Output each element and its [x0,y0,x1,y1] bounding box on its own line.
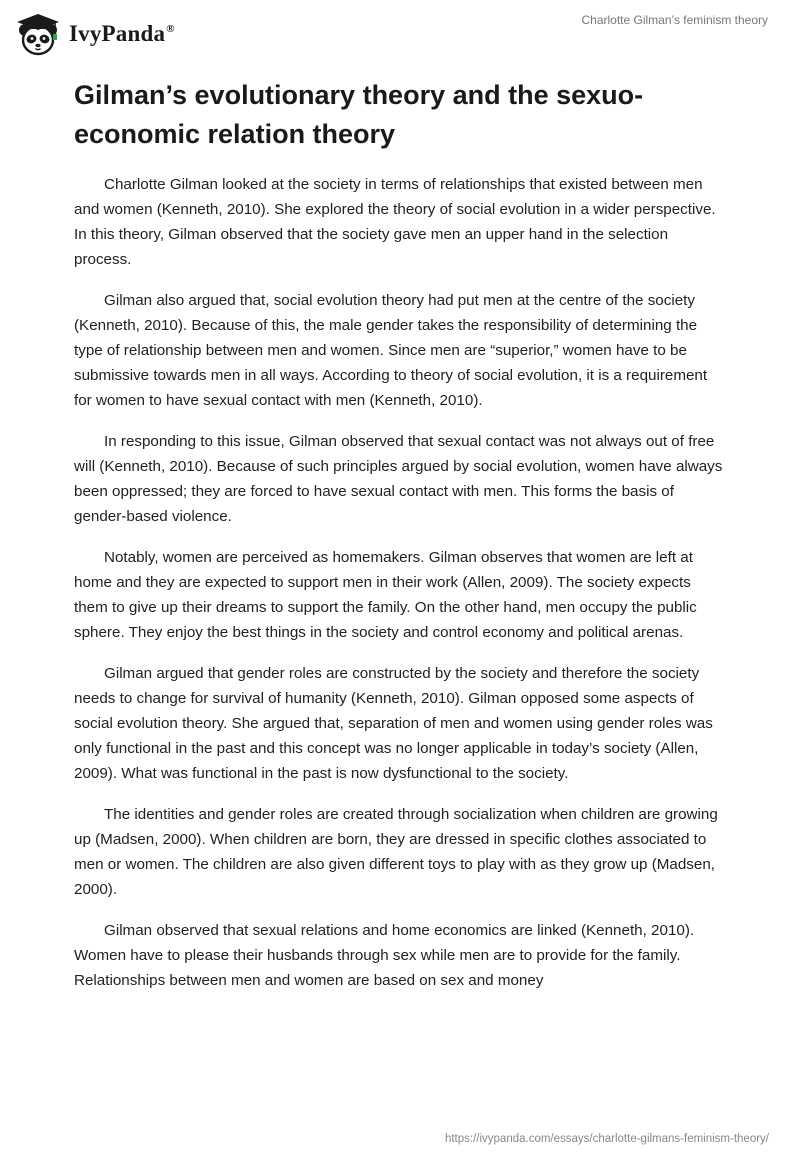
paragraph: Notably, women are perceived as homemakers. Gilman observes that women are left at home and they are expected to support men in their work (Allen, 2009). The society expects them to give up their dreams to support the family. On the other hand, men occupy the public sphere. They enjoy the best things in the society and control economy and political arenas. [74,549,697,641]
paragraph: In responding to this issue, Gilman observed that sexual contact was not always out of free will (Kenneth, 2010). Because of such principles argued by social evolution, women have always been oppressed; they are forced to have sexual contact with men. This forms the basis of gender-based violence. [74,433,723,525]
header-page-label: Charlotte Gilman’s feminism theory [581,13,768,27]
paragraph: The identities and gender roles are created through socialization when children are growing up (Madsen, 2000). When children are born, they are dressed in specific clothes associated to men or women. The children are also given different toys to play with as they grow up (Madsen, 2000). [74,806,718,898]
article-title: Gilman’s evolutionary theory and the sexuo-economic relation theory [74,80,644,149]
paragraph: Charlotte Gilman looked at the society in terms of relationships that existed between men and women (Kenneth, 2010). She explored the theory of social evolution in a wider perspective. In this theory, Gilman observed that the society gave men an upper hand in the selection process. [74,176,716,268]
logo[interactable] [13,11,175,57]
paragraph: Gilman observed that sexual relations and home economics are linked (Kenneth, 2010). Women have to please their husbands through sex while men are to provide for the family. Relationships between men and women are based on sex and money [74,922,695,989]
article-body [74,172,726,1009]
panda-graduation-cap-icon [13,11,63,57]
paragraph: Gilman also argued that, social evolution theory had put men at the centre of the society (Kenneth, 2010). Because of this, the male gender takes the responsibility of determining the type of relationship between men and women. Since men are “superior,” women have to be submissive towards men in all ways. According to theory of social evolution, it is a requirement for women to have sexual contact with men (Kenneth, 2010). [74,292,708,409]
source-url-link[interactable]: https://ivypanda.com/essays/charlotte-gilmans-feminism-theory/ [444,1133,769,1145]
page-header [0,0,800,70]
paragraph: Gilman argued that gender roles are constructed by the society and therefore the society needs to change for survival of humanity (Kenneth, 2010). Gilman opposed some aspects of social evolution theory. She argued that, separation of men and women using gender roles was only functional in the past and this concept was no longer applicable in today’s society (Allen, 2009). What was functional in the past is now dysfunctional to the society. [74,665,713,782]
brand-name: IvyPanda® [69,21,175,46]
